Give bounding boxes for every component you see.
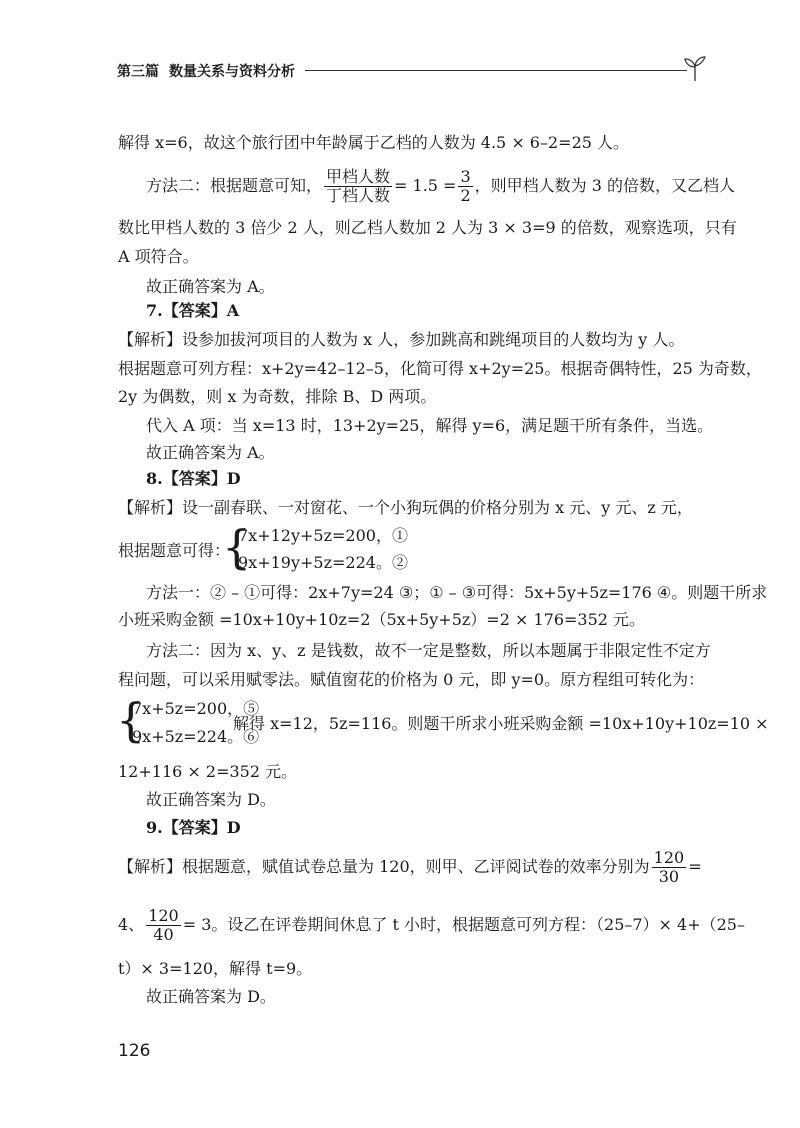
header-section-title: 数量关系与资料分析 [169,64,295,80]
system-label: 根据题意可得： [118,541,231,560]
header-title [117,61,295,81]
fraction [146,907,181,944]
equation: 9x+19y+5z=224。② [238,553,408,572]
fraction-numerator: 甲档人数 [326,167,391,186]
fraction-denominator: 40 [153,925,174,944]
page-number: 126 [118,1041,151,1061]
text-fragment: 方法二：根据题意可知， [146,176,323,195]
equation: 7x+5z=200，⑤ [132,699,260,718]
text-line: 小班采购金额 =10x+10y+10z=2（5x+5y+5z）=2 × 176=352 元。 [118,610,646,629]
fraction-numerator: 120 [653,848,685,867]
running-header [117,56,707,86]
text-fragment: = 1.5 = [394,176,457,195]
fraction-numerator: 120 [148,906,179,925]
text-fragment: ，则甲档人数为 3 的倍数，又乙档人 [474,176,736,195]
fraction-denominator: 丁档人数 [326,186,391,205]
text-line: 代入 A 项：当 x=13 时，13+2y=25，解得 y=6，满足题干所有条件，当选。 [146,416,714,435]
text-line: 【解析】设一副春联、一对窗花、一个小狗玩偶的价格分别为 x 元、y 元、z 元， [118,498,693,517]
text-line: 【解析】设参加拔河项目的人数为 x 人，参加跳高和跳绳项目的人数均为 y 人。 [118,330,685,349]
text-line: 根据题意可列方程：x+2y=42–12–5，化简可得 x+2y=25。根据奇偶特性，25 为奇数， [118,359,762,378]
text-line: 12+116 × 2=352 元。 [118,762,298,781]
answer-heading: 8.【答案】D [146,469,241,488]
text-fragment: 4、 [118,915,145,934]
fraction-denominator: 30 [658,867,680,886]
text-line: 故正确答案为 A。 [146,277,275,296]
text-line: t）× 3=120，解得 t=9。 [118,959,313,978]
text-fragment: = 3。设乙在评卷期间休息了 t 小时，根据题意可列方程：（25–7）× 4+（25– [182,915,745,934]
fraction [652,849,687,886]
header-rule [305,70,687,71]
text-line-with-fraction [146,166,735,206]
text-line: 解得 x=12，5z=116。则题干所求小班采购金额 =10x+10y+10z=10 × [233,714,769,733]
answer-heading: 7.【答案】A [146,301,240,320]
equation: 9x+5z=224。⑥ [132,727,260,746]
text-line-with-fraction [118,847,702,887]
text-line: 方法一：② – ①可得：2x+7y=24 ③；① – ③可得：5x+5y+5z=176 ④。则题干所求 [146,583,768,602]
text-line: 故正确答案为 D。 [146,987,276,1006]
text-fragment: 【解析】根据题意，赋值试卷总量为 120，则甲、乙评阅试卷的效率分别为 [118,857,650,876]
fraction [324,168,392,205]
left-brace: { [116,693,146,747]
text-line: 方法二：因为 x、y、z 是钱数，故不一定是整数，所以本题属于非限定性不定方 [146,641,711,660]
equation: 7x+12y+5z=200，① [238,526,408,545]
text-line-with-fraction [118,905,745,945]
fraction-denominator: 2 [460,186,471,205]
text-line: 数比甲档人数的 3 倍少 2 人，则乙档人数加 2 人为 3 × 3=9 的倍数，观察选项，只有 [118,218,737,237]
fraction [458,168,472,205]
text-line: 故正确答案为 A。 [146,443,275,462]
text-line: 故正确答案为 D。 [146,790,276,809]
header-chapter: 第三篇 [117,64,159,80]
text-line: A 项符合。 [118,247,199,266]
answer-heading: 9.【答案】D [146,818,241,837]
text-line: 程问题，可以采用赋零法。赋值窗花的价格为 0 元，即 y=0。原方程组可转化为： [118,670,705,689]
text-fragment: = [688,857,702,876]
text-line: 2y 为偶数，则 x 为奇数，排除 B、D 两项。 [118,387,437,406]
sprout-icon [683,56,707,82]
left-brace: { [222,520,252,574]
text-line: 解得 x=6，故这个旅行团中年龄属于乙档的人数为 4.5 × 6–2=25 人。 [118,133,630,152]
fraction-numerator: 3 [460,167,471,186]
